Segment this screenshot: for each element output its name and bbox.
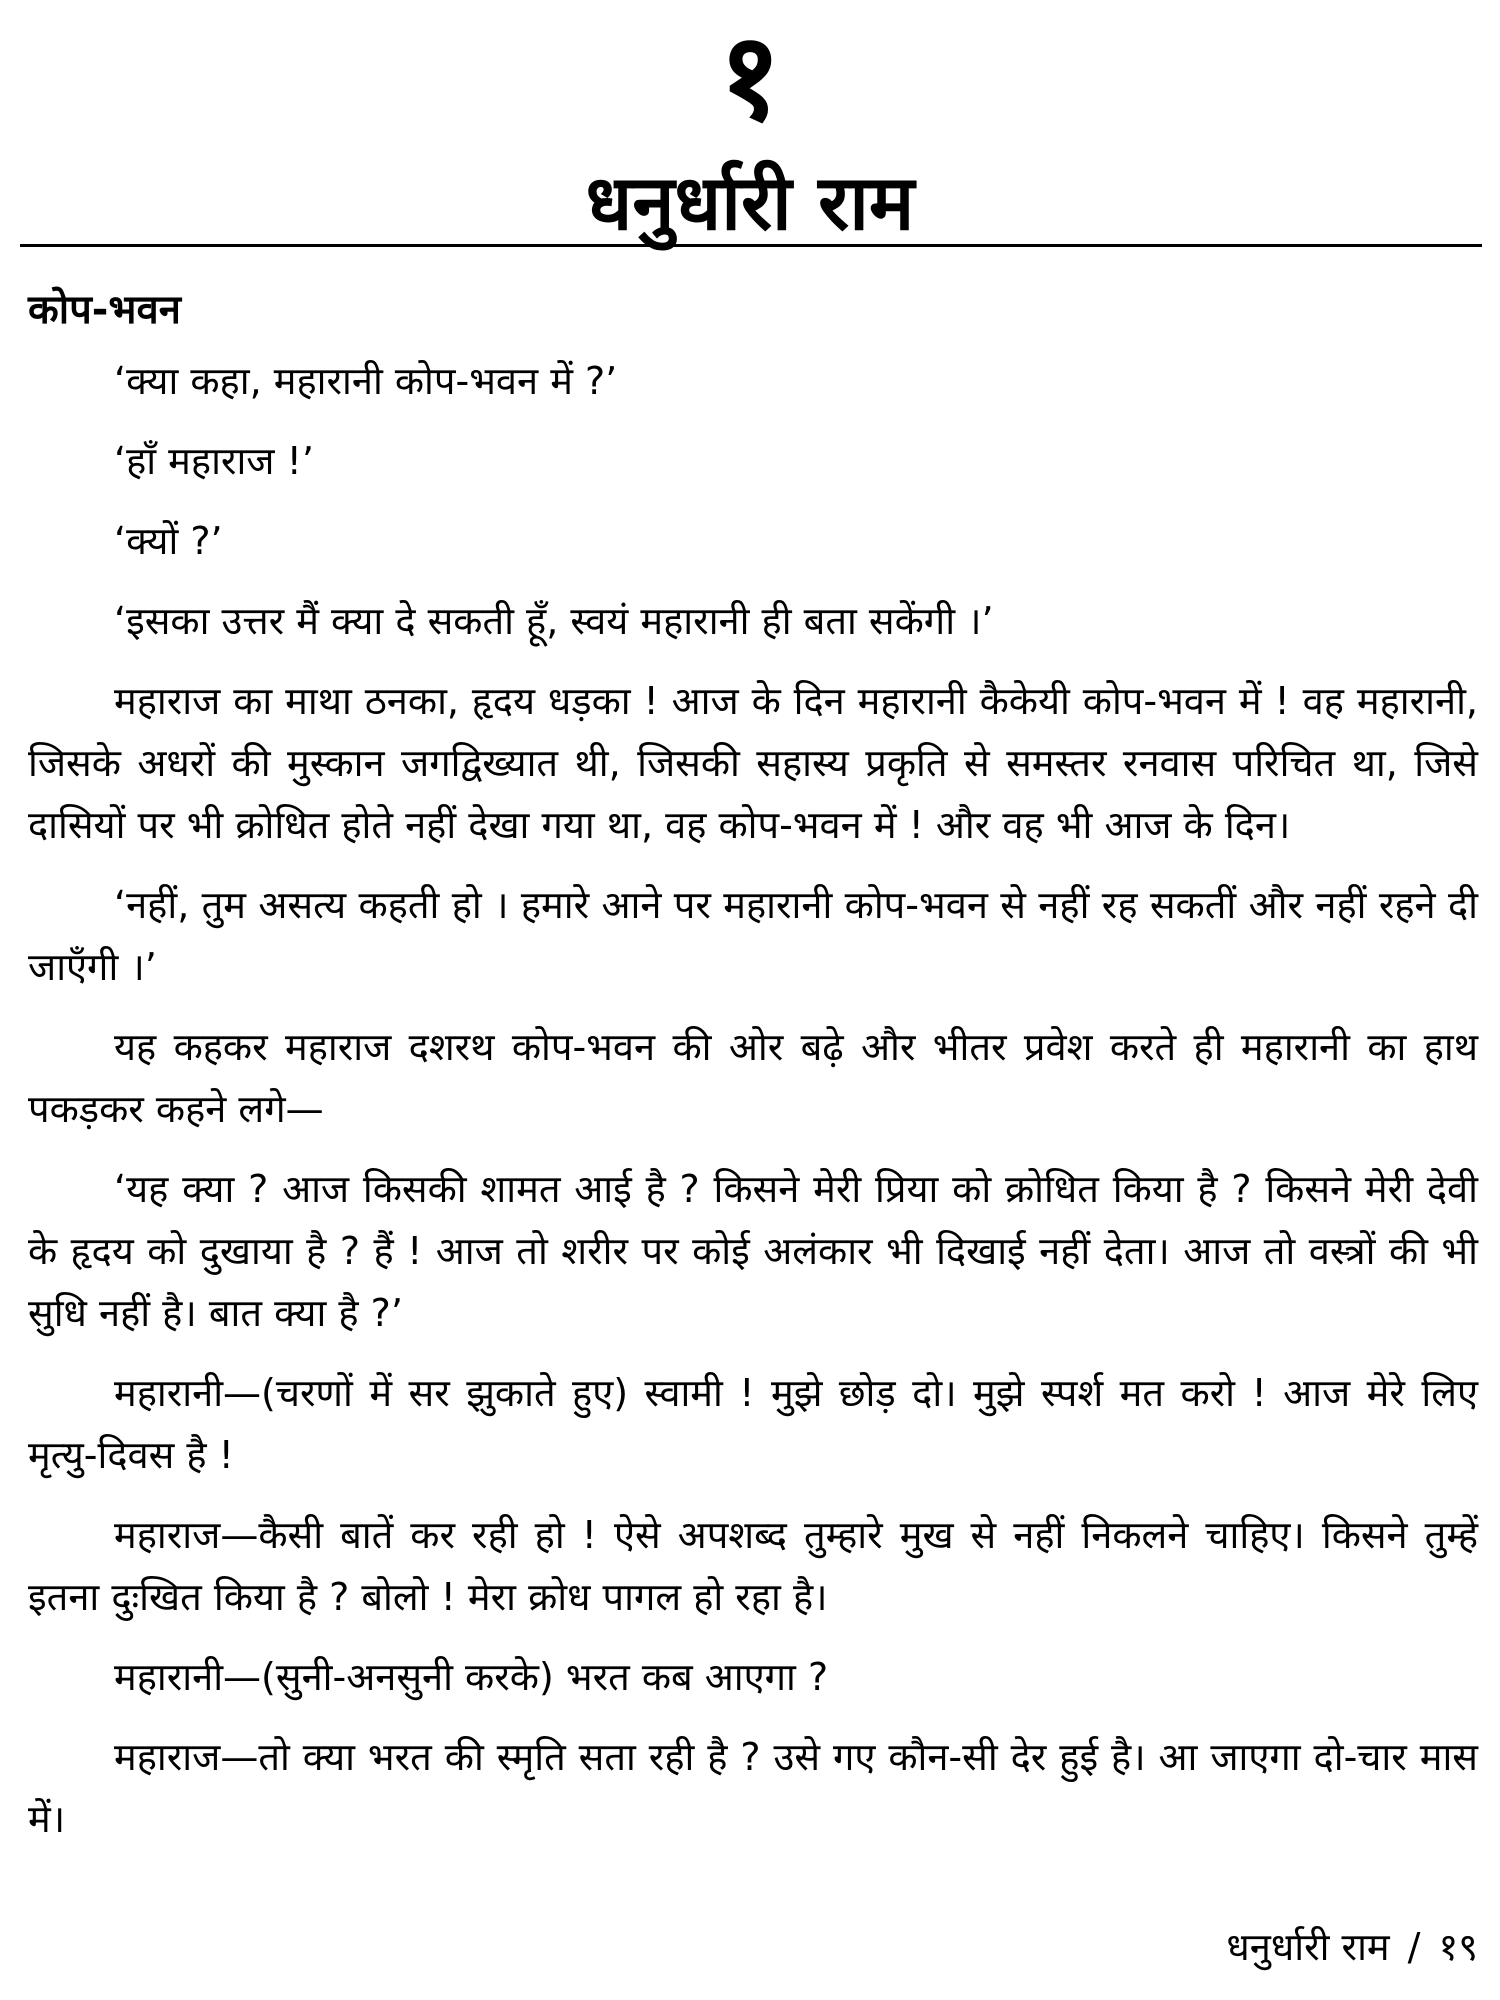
chapter-title: धनुर्धारी राम (585, 158, 915, 247)
section-heading: कोप-भवन (28, 287, 181, 333)
paragraph: ‘क्यों ?’ (114, 519, 223, 563)
paragraph: ‘हाँ महाराज !’ (114, 439, 314, 483)
paragraph: ‘नहीं, तुम असत्य कहती हो । हमारे आने पर महारानी कोप-भवन से नहीं रह सकतीं और नहीं रहने दी जाएँगी ।’ (28, 883, 1478, 989)
paragraph: महाराज का माथा ठनका, हृदय धड़का ! आज के दिन महारानी कैकेयी कोप-भवन में ! वह महारानी, जिसके अधरों की मुस्कान जगद्विख्यात थी, जिसकी सहास्य प्रकृति से समस्तर रनवास परिचित था, जिसे दासियों पर भी क्रोधित होते नहीं देखा गया था, वह कोप-भवन में ! और वह भी आज के दिन। (28, 679, 1478, 847)
paragraph: महारानी—(सुनी-अनसुनी करके) भरत कब आएगा ? (114, 1655, 829, 1699)
chapter-number: १ (718, 8, 782, 147)
paragraph: महाराज—कैसी बातें कर रही हो ! ऐसे अपशब्द तुम्हारे मुख से नहीं निकलने चाहिए। किसने तुम्हें इतना दुःखित किया है ? बोलो ! मेरा क्रोध पागल हो रहा है। (28, 1513, 1478, 1619)
paragraph: ‘इसका उत्तर मैं क्या दे सकती हूँ, स्वयं महारानी ही बता सकेंगी ।’ (114, 599, 994, 643)
body-text (28, 350, 1478, 1868)
paragraph: महाराज—तो क्या भरत की स्मृति सता रही है ? उसे गए कौन-सी देर हुई है। आ जाएगा दो-चार मास में। (28, 1735, 1478, 1841)
paragraph: यह कहकर महाराज दशरथ कोप-भवन की ओर बढ़े और भीतर प्रवेश करते ही महारानी का हाथ पकड़कर कहने लगे— (28, 1025, 1478, 1131)
footer-separator: / (1407, 1925, 1421, 1969)
paragraph: ‘यह क्या ? आज किसकी शामत आई है ? किसने मेरी प्रिया को क्रोधित किया है ? किसने मेरी देवी के हृदय को दुखाया है ? हैं ! आज तो शरीर पर कोई अलंकार भी दिखाई नहीं देता। आज तो वस्त्रों की भी सुधि नहीं है। बात क्या है ?’ (28, 1167, 1478, 1335)
paragraph: ‘क्या कहा, महारानी कोप-भवन में ?’ (114, 359, 618, 403)
paragraph: महारानी—(चरणों में सर झुकाते हुए) स्वामी ! मुझे छोड़ दो। मुझे स्पर्श मत करो ! आज मेरे लिए मृत्यु-दिवस है ! (28, 1371, 1478, 1477)
footer-book-title: धनुर्धारी राम (1226, 1925, 1390, 1969)
page-number: १९ (1438, 1925, 1478, 1969)
page-footer (1226, 1925, 1478, 1971)
title-divider (20, 244, 1482, 247)
